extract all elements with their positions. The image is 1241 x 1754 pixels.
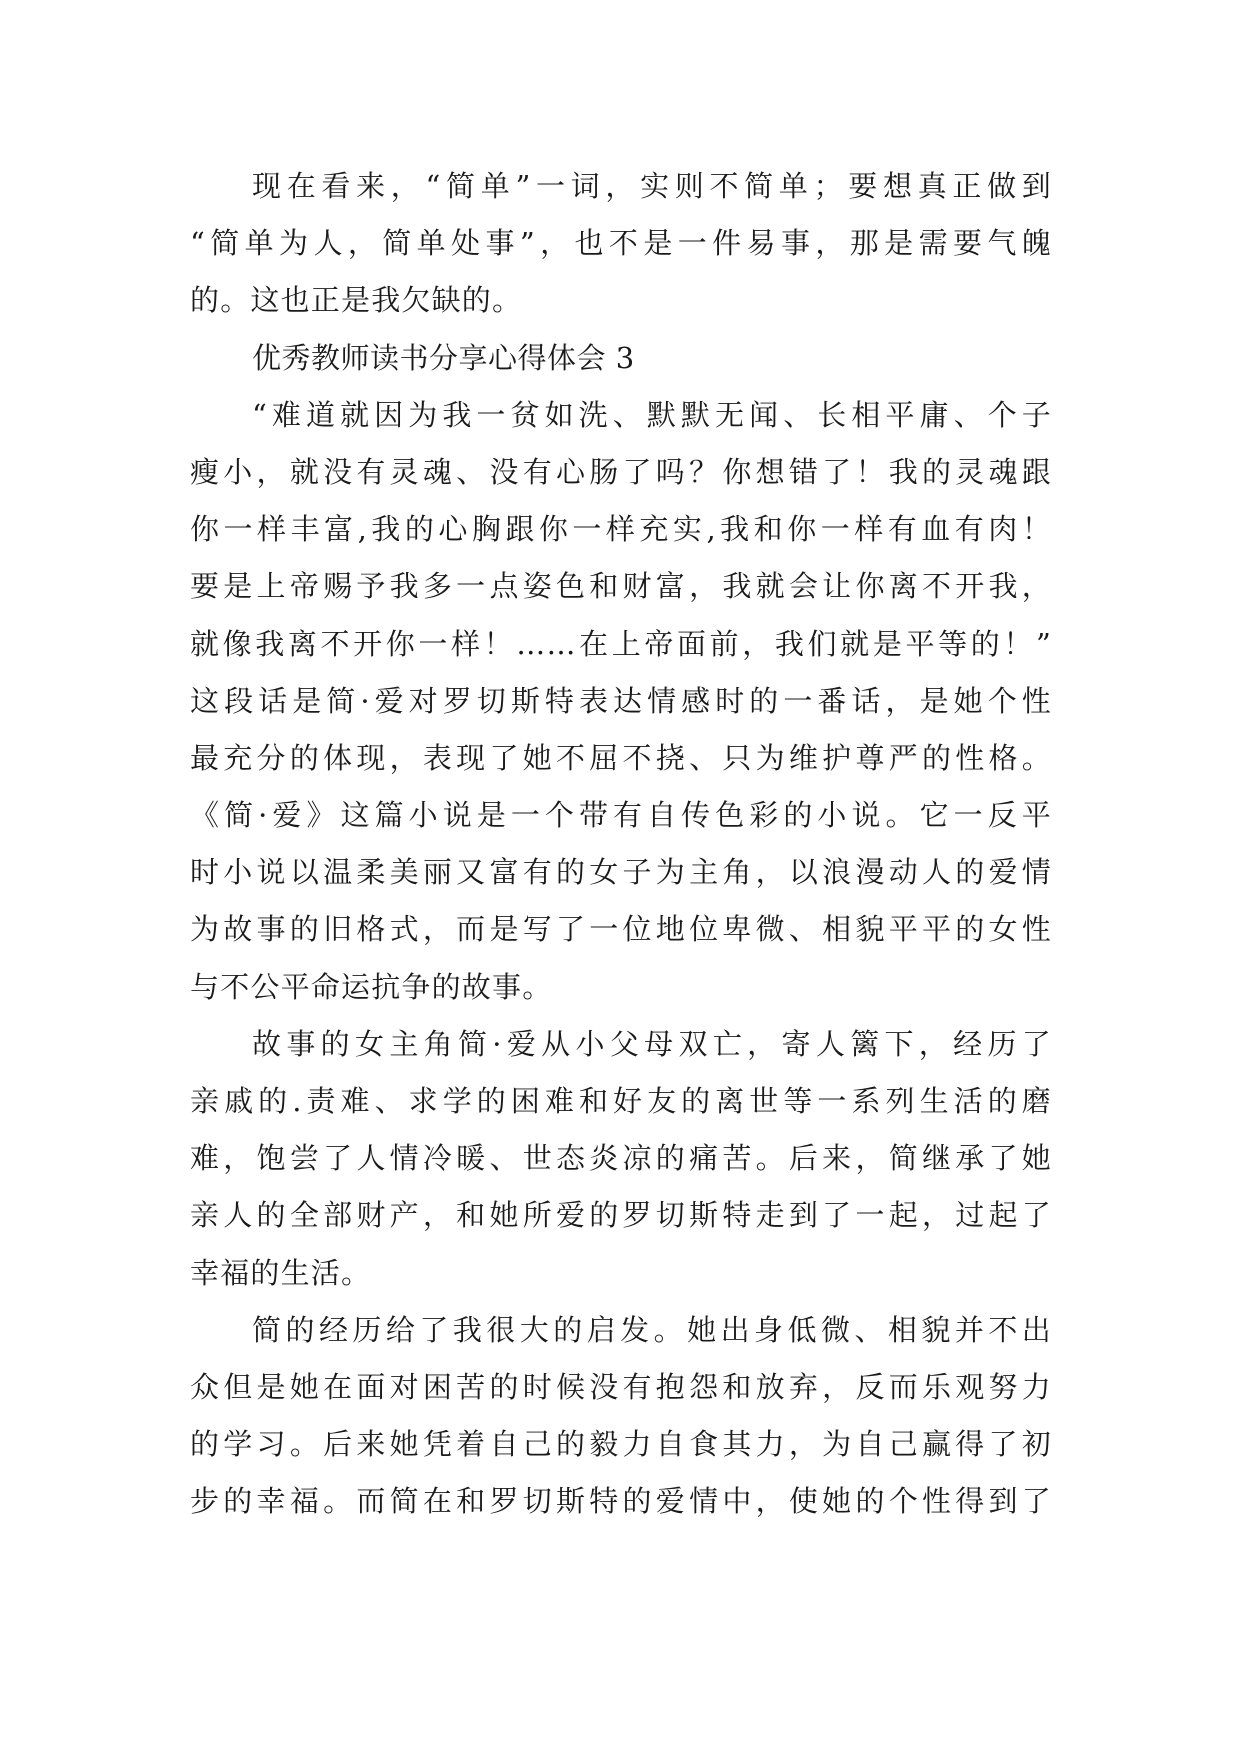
text-line: 你一样丰富,我的心胸跟你一样充实,我和你一样有血有肉！ <box>190 512 1052 547</box>
text-line: 故事的女主角简·爱从小父母双亡，寄人篱下，经历了 <box>252 1026 1052 1061</box>
text-line: 的。这也正是我欠缺的。 <box>190 283 523 318</box>
text-line: 与不公平命运抗争的故事。 <box>190 969 553 1004</box>
section-heading: 优秀教师读书分享心得体会 3 <box>252 340 635 375</box>
text-line: 众但是她在面对困苦的时候没有抱怨和放弃，反而乐观努力 <box>190 1369 1052 1404</box>
text-line: 就像我离不开你一样！……在上帝面前，我们就是平等的！” <box>190 626 1052 661</box>
text-line: 亲戚的.责难、求学的困难和好友的离世等一系列生活的磨 <box>190 1084 1052 1118</box>
text-line: “简单为人，简单处事”，也不是一件易事，那是需要气魄 <box>190 226 1052 261</box>
text-line: 最充分的体现，表现了她不屈不挠、只为维护尊严的性格。 <box>190 740 1052 775</box>
document-body <box>190 158 1052 1531</box>
text-line: 时小说以温柔美丽又富有的女子为主角，以浪漫动人的爱情 <box>190 855 1052 890</box>
text-line: 瘦小，就没有灵魂、没有心肠了吗？你想错了！我的灵魂跟 <box>190 454 1052 489</box>
text-line: 步的幸福。而简在和罗切斯特的爱情中，使她的个性得到了 <box>190 1484 1052 1519</box>
text-line: 要是上帝赐予我多一点姿色和财富，我就会让你离不开我， <box>190 569 1052 604</box>
text-line: 现在看来，“简单”一词，实则不简单；要想真正做到 <box>252 169 1052 203</box>
text-line: 的学习。后来她凭着自己的毅力自食其力，为自己赢得了初 <box>190 1427 1052 1462</box>
text-line: 为故事的旧格式，而是写了一位地位卑微、相貌平平的女性 <box>190 912 1052 947</box>
text-line: 亲人的全部财产，和她所爱的罗切斯特走到了一起，过起了 <box>190 1198 1052 1233</box>
text-line: 简的经历给了我很大的启发。她出身低微、相貌并不出 <box>252 1312 1052 1347</box>
text-line: 幸福的生活。 <box>190 1255 372 1290</box>
text-line: “难道就因为我一贫如洗、默默无闻、长相平庸、个子 <box>252 397 1052 432</box>
text-line: 这段话是简·爱对罗切斯特表达情感时的一番话，是她个性 <box>190 683 1052 718</box>
text-line: 《简·爱》这篇小说是一个带有自传色彩的小说。它一反平 <box>190 798 1052 833</box>
text-line: 难，饱尝了人情冷暖、世态炎凉的痛苦。后来，简继承了她 <box>190 1141 1052 1176</box>
